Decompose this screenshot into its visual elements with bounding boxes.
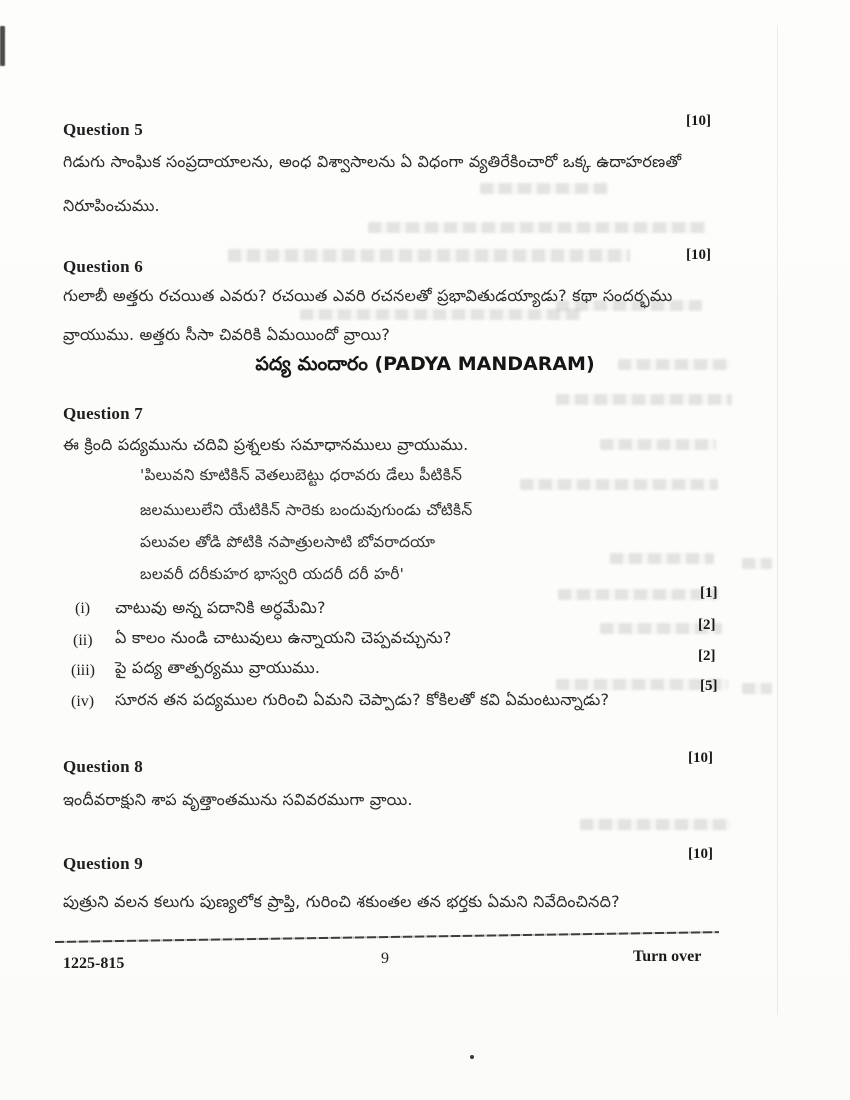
poem-line: బలవరీ దరీకుహర భాస్వరి యదరీ దరీ హరీ' <box>140 565 405 583</box>
bleed-through-smudge <box>228 249 630 262</box>
subquestion-iii-marks: [2] <box>698 648 716 664</box>
bleed-through-smudge <box>600 439 716 450</box>
subquestion-i-marks: [1] <box>700 585 718 601</box>
question-5-marks: [10] <box>686 113 711 129</box>
bleed-through-smudge <box>558 589 718 600</box>
page-number: 9 <box>381 950 389 967</box>
bleed-through-smudge <box>480 183 608 194</box>
subquestion-i-number: (i) <box>75 600 91 617</box>
bleed-through-smudge <box>556 394 732 405</box>
poem-line: 'పిలువని కూటికిన్ వెతలుబెట్టు ధరావరు డేలు పీటికిన్ <box>140 466 463 484</box>
bleed-through-smudge <box>742 558 772 569</box>
bleed-through-smudge <box>300 309 582 320</box>
scan-edge-mark <box>0 26 5 66</box>
question-5-text-line2: నిరూపించుము. <box>63 196 160 215</box>
subquestion-i-text: చాటువు అన్న పదానికి అర్ధమేమి? <box>115 598 326 617</box>
subquestion-iv-text: సూరన తన పద్యముల గురించి ఏమని చెప్పాడు? కోకిలతో కవి ఏమంటున్నాడు? <box>115 690 610 709</box>
bleed-through-smudge <box>368 222 706 233</box>
question-8-label: Question 8 <box>63 757 143 776</box>
question-7-label: Question 7 <box>63 404 143 423</box>
bleed-through-smudge <box>610 553 714 564</box>
subquestion-iv-number: (iv) <box>71 693 95 710</box>
subquestion-ii-text: ఏ కాలం నుండి చాటువులు ఉన్నాయని చెప్పవచ్చును? <box>115 628 452 647</box>
bleed-through-smudge <box>580 819 730 830</box>
subquestion-iii-number: (iii) <box>71 662 95 679</box>
poem-line: జలములులేని యేటికిన్ సారెకు బందువుగుండు చోటికిన్ <box>140 501 473 519</box>
question-9-marks: [10] <box>688 846 713 862</box>
paper-code: 1225-815 <box>63 955 125 972</box>
question-9-label: Question 9 <box>63 854 143 873</box>
poem-line: పలువల తోడి పోటికి నపాత్రులసాటి బోవరాదయా <box>140 533 436 551</box>
bleed-through-smudge <box>742 683 772 694</box>
question-6-label: Question 6 <box>63 257 143 276</box>
subquestion-ii-marks: [2] <box>698 617 716 633</box>
turn-over-label: Turn over <box>633 948 702 965</box>
subquestion-iii-text: పై పద్య తాత్పర్యము వ్రాయుము. <box>115 658 321 677</box>
question-7-intro: ఈ క్రింది పద్యమును చదివి ప్రశ్నలకు సమాధానములు వ్రాయుము. <box>63 435 469 454</box>
page-edge-line <box>777 25 778 1015</box>
subquestion-iv-marks: [5] <box>700 678 718 694</box>
footer-rule <box>55 931 719 943</box>
question-5-text-line1: గిడుగు సాంఘిక సంప్రదాయాలను, అంధ విశ్వాసాలను ఏ విధంగా వ్యతిరేకించారో ఒక్క ఉదాహరణతో <box>63 152 682 171</box>
question-8-text: ఇందీవరాక్షుని శాప వృత్తాంతమును సవివరముగా వ్రాయి. <box>63 790 413 809</box>
question-8-marks: [10] <box>688 750 713 766</box>
question-6-marks: [10] <box>686 247 711 263</box>
scan-speck <box>470 1055 474 1059</box>
question-9-text: పుత్రుని వలన కలుగు పుణ్యలోక ప్రాప్తి, గురించి శకుంతల తన భర్తకు ఏమని నివేదించినది? <box>63 892 620 911</box>
question-6-text-line2: వ్రాయుము. అత్తరు సీసా చివరికి ఏమయిందో వ్రాయి? <box>63 325 391 344</box>
question-6-text-line1: గులాబీ అత్తరు రచయిత ఎవరు? రచయిత ఎవరి రచనలతో ప్రభావితుడయ్యాడు? కథా సందర్భము <box>63 286 673 305</box>
subquestion-ii-number: (ii) <box>73 632 93 649</box>
bleed-through-smudge <box>520 479 718 490</box>
section-heading: పద్య మందారం (PADYA MANDARAM) <box>255 353 595 375</box>
question-5-label: Question 5 <box>63 120 143 139</box>
